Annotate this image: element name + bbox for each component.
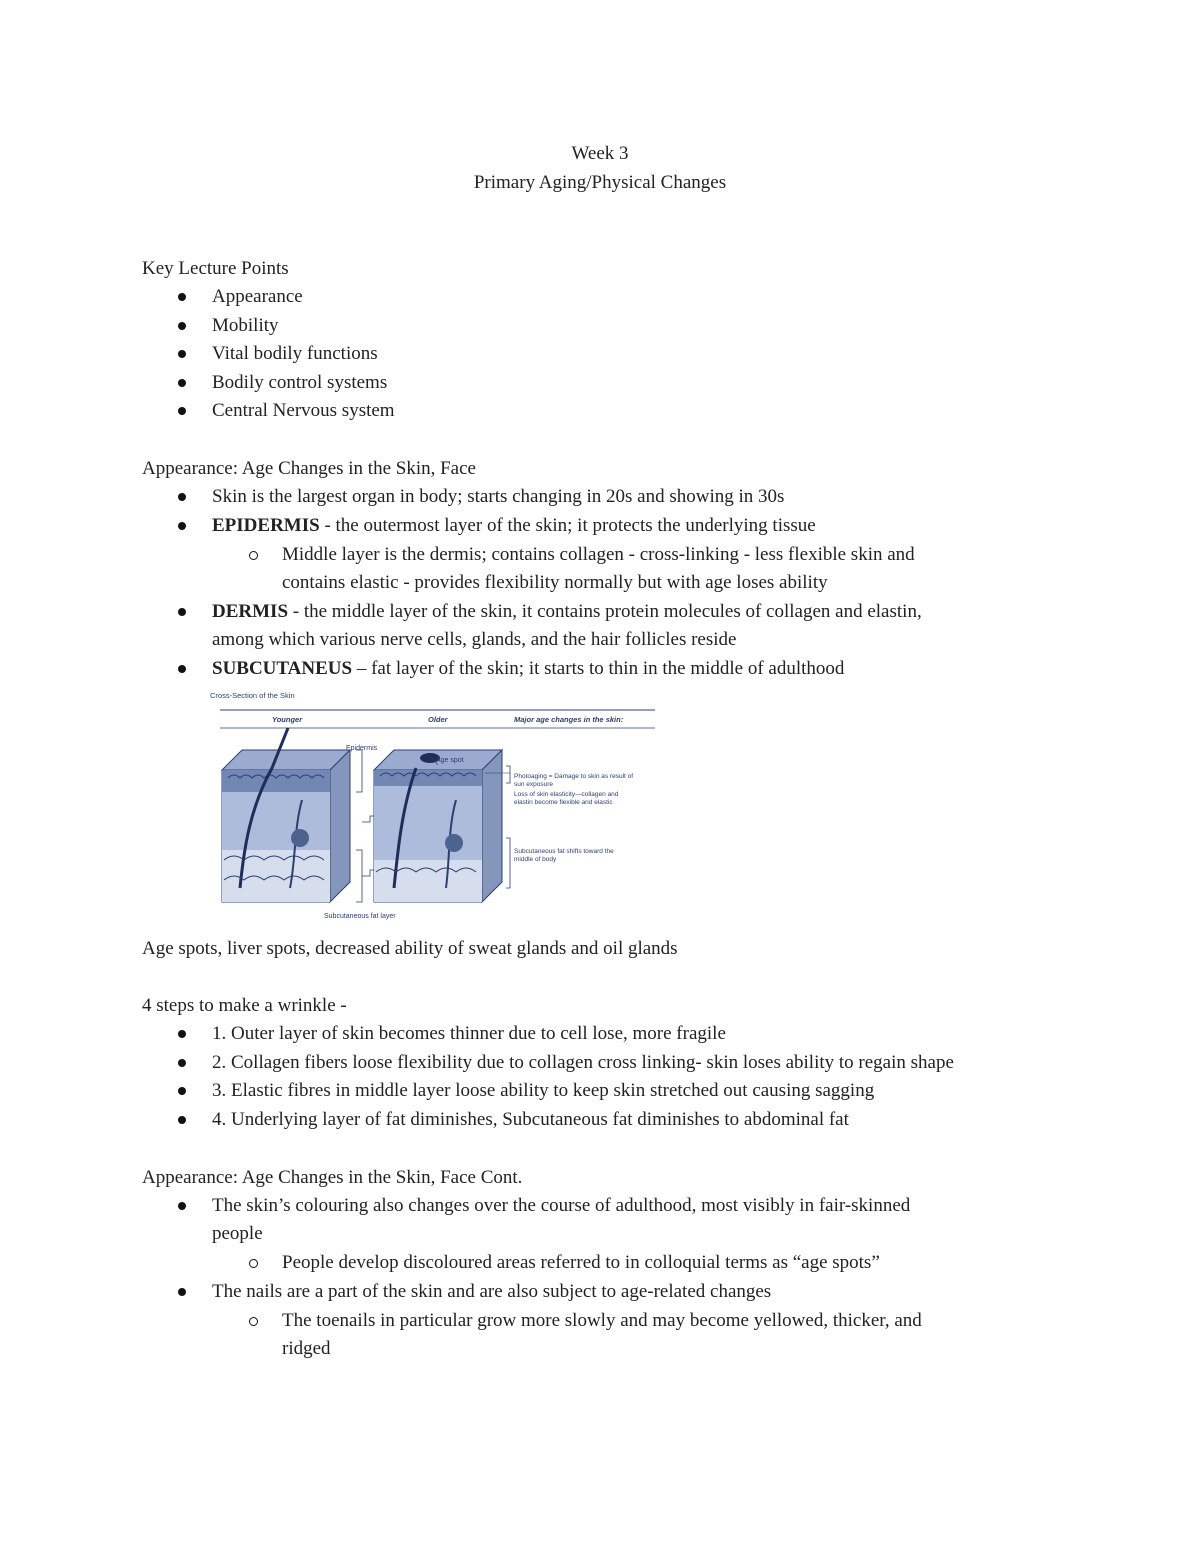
bullet-icon (178, 1202, 186, 1210)
cont-bullet-1-sub: People develop discoloured areas referred to in colloquial terms as “age spots” (282, 1252, 880, 1273)
bullet-icon (178, 493, 186, 501)
dermis-text-line-2: among which various nerve cells, glands, and the hair follicles reside (212, 629, 737, 650)
bullet-icon (178, 350, 186, 358)
wrinkle-step: 4. Underlying layer of fat diminishes, Subcutaneous fat diminishes to abdominal fat (212, 1109, 849, 1130)
epidermis-term: EPIDERMIS (212, 515, 320, 536)
age-spots-line: Age spots, liver spots, decreased ability of sweat glands and oil glands (142, 938, 678, 959)
col-older: Older (428, 715, 448, 724)
skin-bullet-epidermis (212, 512, 816, 540)
sub-bullet-icon (249, 1259, 258, 1268)
epidermis-sub-line-1: Middle layer is the dermis; contains collagen - cross-linking - less flexible skin and (282, 544, 915, 565)
page-title: Primary Aging/Physical Changes (473, 172, 727, 193)
bullet-icon (178, 1059, 186, 1067)
subcutaneus-term: SUBCUTANEUS (212, 658, 353, 679)
bullet-icon (178, 322, 186, 330)
note-subcutaneous-line-1: Subcutaneous fat shifts toward the (514, 848, 614, 855)
older-skin-block (374, 750, 502, 902)
key-point-item: Mobility (212, 315, 279, 336)
key-point-item: Vital bodily functions (212, 343, 378, 364)
bullet-icon (178, 379, 186, 387)
wrinkle-step: 1. Outer layer of skin becomes thinner due to cell lose, more fragile (212, 1023, 726, 1044)
label-age-spot: Age spot (436, 757, 464, 764)
cont-bullet-2: The nails are a part of the skin and are also subject to age-related changes (212, 1281, 772, 1302)
bullet-icon (178, 407, 186, 415)
skin-bullet-1: Skin is the largest organ in body; starts changing in 20s and showing in 30s (212, 486, 785, 507)
sub-bullet-icon (249, 551, 258, 560)
bullet-icon (178, 293, 186, 301)
cont-bullet-2-sub-line-2: ridged (282, 1338, 331, 1359)
dermis-term: DERMIS (212, 601, 289, 622)
week-heading: Week 3 (571, 143, 629, 164)
skin-bullet-subcutaneus (212, 655, 844, 683)
cont-section-heading: Appearance: Age Changes in the Skin, Face Cont. (142, 1167, 523, 1188)
key-point-item: Appearance (212, 286, 303, 307)
note-photoaging-line-2: sun exposure (514, 781, 554, 788)
epidermis-text: - the outermost layer of the skin; it protects the underlying tissue (319, 515, 816, 536)
note-elasticity-line-2: elastin become flexible and elastic (514, 799, 613, 806)
younger-skin-block (222, 728, 350, 902)
wrinkle-step: 3. Elastic fibres in middle layer loose ability to keep skin stretched out causing sagging (212, 1080, 875, 1101)
dermis-text: - the middle layer of the skin, it contains protein molecules of collagen and elastin, (288, 601, 922, 622)
col-changes: Major age changes in the skin: (514, 715, 624, 724)
bullet-icon (178, 608, 186, 616)
note-photoaging-line-1: Photoaging = Damage to skin as result of (514, 773, 634, 780)
epidermis-sub-line-2: contains elastic - provides flexibility normally but with age loses ability (282, 572, 828, 593)
bullet-icon (178, 1116, 186, 1124)
skin-bullet-dermis (212, 598, 922, 626)
bullet-icon (178, 1030, 186, 1038)
col-younger: Younger (272, 715, 303, 724)
bullet-icon (178, 1288, 186, 1296)
figure-title: Cross-Section of the Skin (210, 691, 295, 700)
note-subcutaneous-line-2: middle of body (514, 856, 557, 863)
cont-bullet-1-line-1: The skin’s colouring also changes over the course of adulthood, most visibly in fair-skinned (212, 1195, 911, 1216)
bullet-icon (178, 522, 186, 530)
cont-bullet-2-sub-line-1: The toenails in particular grow more slowly and may become yellowed, thicker, and (282, 1310, 922, 1331)
label-subcutaneous: Subcutaneous fat layer (324, 913, 396, 920)
subcutaneus-text: – fat layer of the skin; it starts to thin in the middle of adulthood (352, 658, 845, 679)
wrinkle-step: 2. Collagen fibers loose flexibility due to collagen cross linking- skin loses ability to regain shape (212, 1052, 954, 1073)
key-point-item: Central Nervous system (212, 400, 395, 421)
label-epidermis: Epidermis (346, 745, 378, 752)
skin-cross-section-figure (210, 688, 660, 920)
note-elasticity-line-1: Loss of skin elasticity—collagen and (514, 791, 619, 798)
wrinkle-heading: 4 steps to make a wrinkle - (142, 995, 347, 1016)
bullet-icon (178, 1087, 186, 1095)
key-point-item: Bodily control systems (212, 372, 388, 393)
skin-section-heading: Appearance: Age Changes in the Skin, Face (142, 458, 476, 479)
sub-bullet-icon (249, 1317, 258, 1326)
cont-bullet-1-line-2: people (212, 1223, 263, 1244)
bullet-icon (178, 665, 186, 673)
key-points-heading: Key Lecture Points (142, 258, 289, 279)
